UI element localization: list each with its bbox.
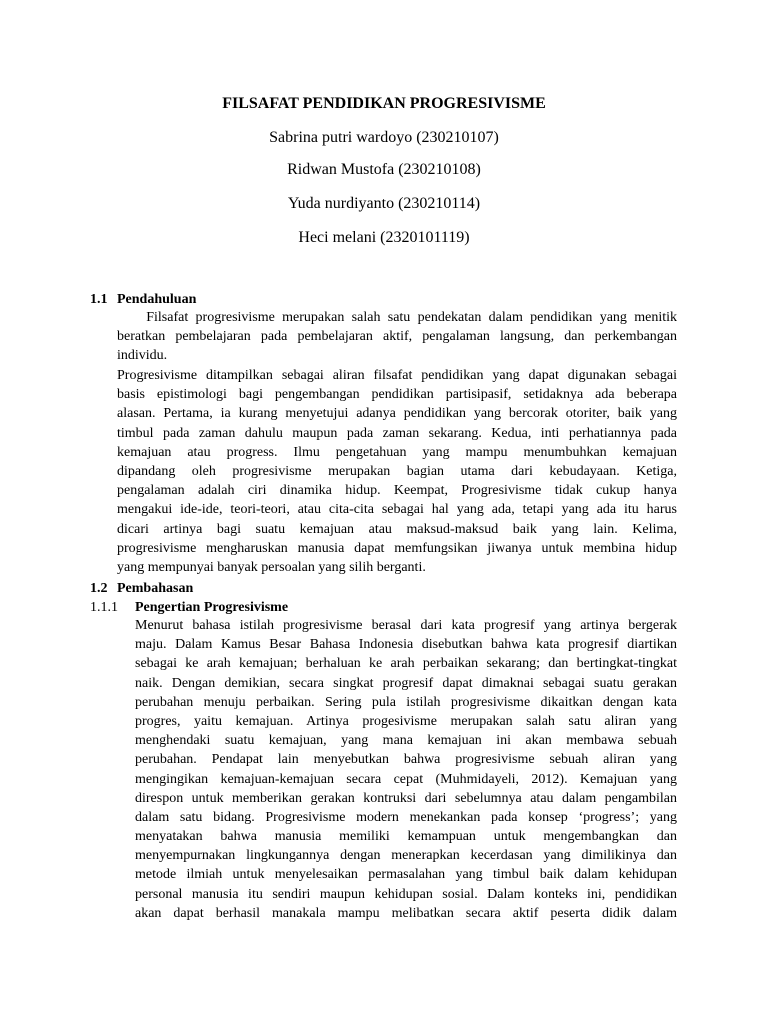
author-line: Heci melani (2320101119) [298, 229, 470, 246]
document-title: FILSAFAT PENDIDIKAN PROGRESIVISME [222, 95, 546, 112]
text-line: Progresivisme ditampilkan sebagai aliran filsafat pendidikan yang dapat digunakan sebagai [117, 368, 677, 383]
text-line: menghendaki suatu kemajuan, yang mana kemajuan ini akan membawa sebuah [135, 733, 677, 749]
subsection-heading-pengertian [90, 598, 288, 617]
text-line: mengingikan kemajuan-kemajuan secara cepat (Muhmidayeli, 2012). Kemajuan yang [135, 771, 677, 787]
text-line: metode ilmiah untuk menyelesaikan permasalahan yang timbul baik dalam kehidupan [135, 867, 677, 883]
text-line: individu. [117, 348, 168, 364]
text-line: beratkan pembelajaran pada pembelajaran aktif, pengalaman langsung, dan perkembangan [117, 329, 677, 345]
text-line: dipandang oleh progresivisme merupakan bagian utama dari kebudayaan. Ketiga, [117, 463, 677, 479]
text-line: mengakui ide-ide, teori-teori, atau cita-cita sebagai hal yang ada, tetapi yang ada itu harus [117, 502, 677, 518]
text-line: Filsafat progresivisme merupakan salah satu pendekatan dalam pendidikan yang menitik [117, 310, 677, 325]
paragraph-pendahuluan-main [117, 366, 677, 577]
text-line: basis epistimologi bagi pengembangan pendidikan partisipasif, setidaknya ada beberapa [117, 387, 677, 403]
subsection-title: Pengertian Progresivisme [135, 600, 289, 615]
text-line: dicari artinya bagi suatu kemajuan atau maksud-maksud baik yang lain. Kelima, [117, 521, 677, 537]
text-line: progresivisme mengharuskan manusia dapat memfungsikan jiwanya untuk membina hidup [117, 540, 677, 556]
author-line: Yuda nurdiyanto (230210114) [287, 195, 481, 212]
section-heading-pembahasan [90, 579, 193, 598]
section-title: Pendahuluan [117, 292, 197, 307]
text-line: dalam satu bidang. Progresivisme modern menekankan pada konsep ‘progress’; yang [135, 809, 677, 825]
paragraph-pendahuluan-intro [117, 308, 677, 366]
author-line: Sabrina putri wardoyo (230210107) [269, 129, 499, 146]
section-title: Pembahasan [117, 581, 194, 596]
section-heading-pendahuluan [90, 290, 196, 309]
text-line: sebagai ke arah kemajuan; berhaluan ke arah perbaikan sekarang; dan bertingkat-tingkat [135, 656, 677, 672]
subsection-number: 1.1.1 [90, 600, 118, 615]
text-line: menyempurnakan lingkungannya dengan menerapkan kecerdasan yang dimilikinya dan [135, 848, 677, 864]
text-line: maju. Dalam Kamus Besar Bahasa Indonesia disebutkan bahwa kata progresif diartikan [135, 637, 677, 653]
author-line: Ridwan Mustofa (230210108) [287, 161, 481, 178]
text-line: naik. Dengan demikian, secara singkat progresif dapat dimaknai sebagai suatu gerakan [135, 675, 677, 691]
text-line: akan dapat berhasil manakala mampu melibatkan secara aktif peserta didik dalam [135, 905, 677, 921]
paragraph-pengertian [135, 616, 677, 923]
text-line: menyatakan bahwa manusia memiliki kemampuan untuk mengembangkan dan [135, 829, 677, 845]
text-line: yang mempunyai banyak persoalan yang silih berganti. [117, 559, 426, 575]
text-line: kemajuan atau progress. Ilmu pengetahuan yang mampu menumbuhkan kemajuan [117, 444, 677, 460]
text-line: personal manusia itu sendiri maupun kehidupan sosial. Dalam konteks ini, pendidikan [135, 886, 677, 902]
text-line: pengalaman adalah ciri dinamika hidup. Keempat, Progresivisme tidak cukup hanya [117, 483, 677, 499]
text-line: progres, yaitu kemajuan. Artinya progesivisme merupakan salah satu aliran yang [135, 713, 677, 729]
text-line: perubahan menuju perbaikan. Sering pula istilah progresivisme dikaitkan dengan kata [135, 694, 677, 710]
section-number: 1.1 [90, 292, 108, 307]
text-line: Menurut bahasa istilah progresivisme berasal dari kata progresif yang artinya bergerak [135, 618, 677, 633]
text-line: direspon untuk memberikan gerakan kontruksi dari sebelumnya atau dalam pengambilan [135, 790, 677, 806]
section-number: 1.2 [90, 581, 108, 596]
text-line: perubahan. Pendapat lain menyebutkan bahwa progresivisme sebuah aliran yang [135, 752, 677, 768]
text-line: timbul pada zaman dahulu maupun pada zaman sekarang. Kedua, inti perhatiannya pada [117, 425, 677, 441]
text-line: alasan. Pertama, ia kurang menyetujui adanya pendidikan yang bercorak otoriter, baik yang [117, 406, 677, 422]
